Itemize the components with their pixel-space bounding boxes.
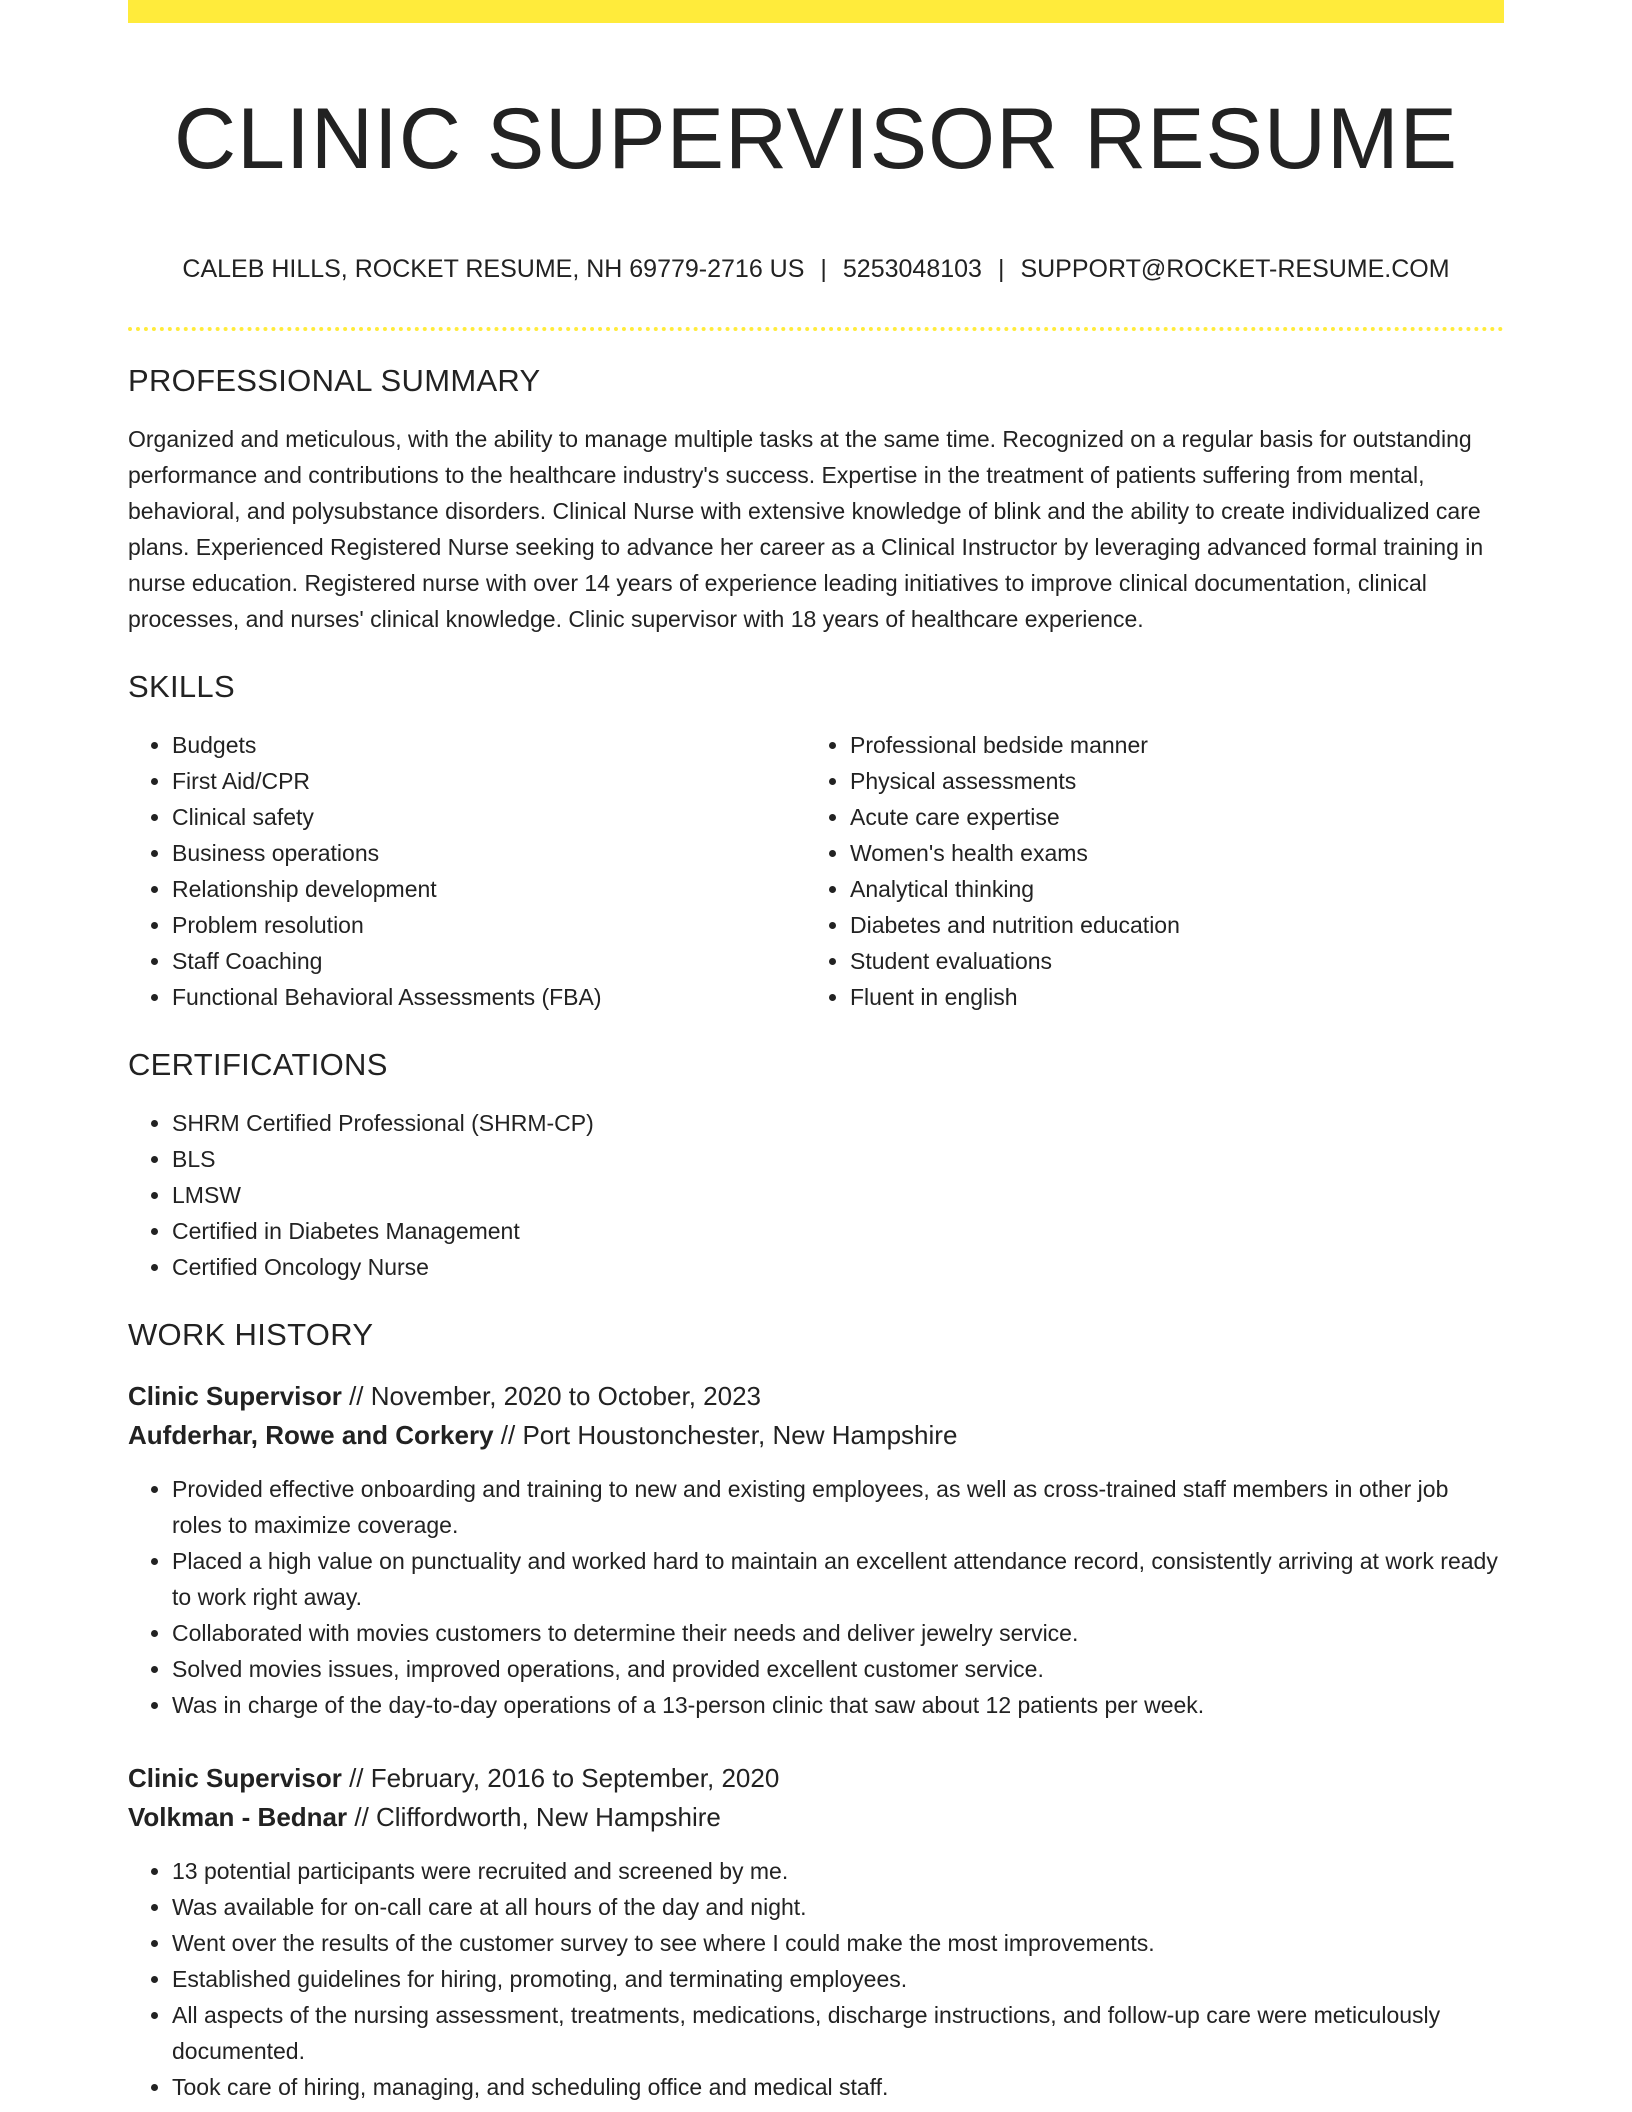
skills-column-right — [806, 727, 1484, 1015]
job-bullet: • Collaborated with movies customers to determine their needs and deliver jewelry service. — [172, 1615, 1504, 1651]
job-bullet: • Was available for on-call care at all hours of the day and night. — [172, 1889, 1504, 1925]
job-bullet: • Was in charge of the day-to-day operations of a 13-person clinic that saw about 12 patients per week. — [172, 1687, 1504, 1723]
summary-text: Organized and meticulous, with the ability to manage multiple tasks at the same time. Recognized on a regular basis for outstanding performance and contributions to the healthcare industry's success. Expertise in the treatment of patients suffering from mental, behavioral, and polysubstance disorders. Clinical Nurse with extensive knowledge of blink and the ability to create individualized care plans. Experienced Registered Nurse seeking to advance her career as a Clinical Instructor by leveraging advanced formal training in nurse education. Registered nurse with over 14 years of experience leading initiatives to improve clinical documentation, clinical processes, and nurses' clinical knowledge. Clinic supervisor with 18 years of healthcare experience. — [128, 426, 1484, 632]
skills-column-left — [128, 727, 806, 1015]
job-title: Clinic Supervisor — [128, 1381, 342, 1411]
job-bullets — [128, 1853, 1504, 2105]
job-title-line — [128, 1377, 1504, 1416]
job-dates: // February, 2016 to September, 2020 — [341, 1763, 780, 1793]
certifications-heading: CERTIFICATIONS — [128, 1047, 388, 1082]
skill-item: • Physical assessments — [850, 763, 1484, 799]
skills-heading: SKILLS — [128, 669, 235, 704]
job-bullet: • Took care of hiring, managing, and scheduling office and medical staff. — [172, 2069, 1504, 2105]
job-company: Aufderhar, Rowe and Corkery — [128, 1420, 494, 1450]
dotted-divider — [128, 327, 1504, 331]
job-bullet: • 13 potential participants were recruited and screened by me. — [172, 1853, 1504, 1889]
job-dates: // November, 2020 to October, 2023 — [341, 1381, 761, 1411]
job-bullet: • Solved movies issues, improved operations, and provided excellent customer service. — [172, 1651, 1504, 1687]
certification-item: • SHRM Certified Professional (SHRM-CP) — [172, 1105, 1504, 1141]
skills-list-right — [806, 727, 1484, 1015]
contact-separator: | — [820, 255, 827, 283]
skill-item: • Relationship development — [172, 871, 806, 907]
job-bullet: • Provided effective onboarding and training to new and existing employees, as well as cross-trained staff members in other job roles to maximize coverage. — [172, 1471, 1504, 1543]
contact-email: SUPPORT@ROCKET-RESUME.COM — [1020, 255, 1450, 283]
skill-item: • Problem resolution — [172, 907, 806, 943]
skill-item: • Professional bedside manner — [850, 727, 1484, 763]
skill-item: • Women's health exams — [850, 835, 1484, 871]
job-location: // Cliffordworth, New Hampshire — [347, 1802, 721, 1832]
certifications-list — [128, 1105, 1504, 1285]
job-company: Volkman - Bednar — [128, 1802, 348, 1832]
contact-phone: 5253048103 — [842, 255, 982, 283]
skill-item: • Analytical thinking — [850, 871, 1484, 907]
job-header — [128, 1377, 1504, 1455]
contact-line — [128, 253, 1504, 285]
job-bullet: • Went over the results of the customer survey to see where I could make the most improvements. — [172, 1925, 1504, 1961]
skill-item: • Budgets — [172, 727, 806, 763]
job-bullet: • Established guidelines for hiring, promoting, and terminating employees. — [172, 1961, 1504, 1997]
resume-title: CLINIC SUPERVISOR RESUME — [173, 91, 1459, 187]
skill-item: • Student evaluations — [850, 943, 1484, 979]
skill-item: • Staff Coaching — [172, 943, 806, 979]
certification-item: • LMSW — [172, 1177, 1504, 1213]
skills-list-left — [128, 727, 806, 1015]
top-accent-bar — [128, 0, 1504, 23]
resume-page — [128, 0, 1504, 2105]
job-bullets — [128, 1471, 1504, 1723]
work-history-heading: WORK HISTORY — [128, 1317, 374, 1352]
contact-separator: | — [997, 255, 1005, 283]
certification-item: • BLS — [172, 1141, 1504, 1177]
job-entry — [128, 1759, 1504, 2105]
skill-item: • Business operations — [172, 835, 806, 871]
skill-item: • Fluent in english — [850, 979, 1484, 1015]
summary-heading: PROFESSIONAL SUMMARY — [128, 363, 541, 398]
skill-item: • Functional Behavioral Assessments (FBA) — [172, 979, 806, 1015]
certification-item: • Certified in Diabetes Management — [172, 1213, 1504, 1249]
job-company-line — [128, 1416, 1504, 1455]
job-title-line — [128, 1759, 1504, 1798]
job-location: // Port Houstonchester, New Hampshire — [493, 1420, 958, 1450]
certification-item: • Certified Oncology Nurse — [172, 1249, 1504, 1285]
job-title: Clinic Supervisor — [128, 1763, 342, 1793]
skill-item: • Acute care expertise — [850, 799, 1484, 835]
job-header — [128, 1759, 1504, 1837]
skill-item: • First Aid/CPR — [172, 763, 806, 799]
job-entry — [128, 1377, 1504, 1723]
skill-item: • Clinical safety — [172, 799, 806, 835]
job-bullet: • Placed a high value on punctuality and worked hard to maintain an excellent attendance record, consistently arriving at work ready to work right away. — [172, 1543, 1504, 1615]
job-company-line — [128, 1798, 1504, 1837]
contact-address: CALEB HILLS, ROCKET RESUME, NH 69779-2716 US — [182, 255, 805, 283]
skill-item: • Diabetes and nutrition education — [850, 907, 1484, 943]
skills-columns — [128, 727, 1504, 1015]
job-bullet: • All aspects of the nursing assessment, treatments, medications, discharge instructions, and follow-up care were meticulously documented. — [172, 1997, 1504, 2069]
